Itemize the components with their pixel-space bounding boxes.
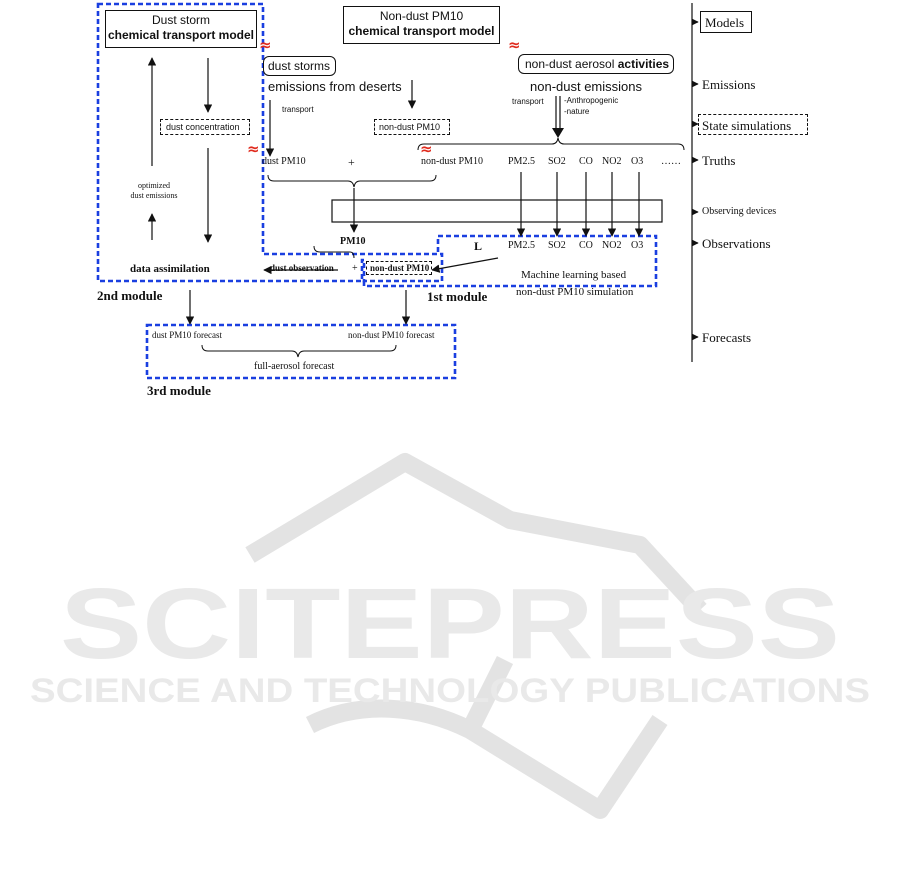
obs-so2: SO2 xyxy=(548,240,566,251)
legend-ticks xyxy=(692,22,698,337)
anthropogenic-label: -Anthropogenic xyxy=(564,96,619,105)
module-1-title: 1st module xyxy=(427,289,488,304)
obs-pm25: PM2.5 xyxy=(508,240,535,251)
obs-nondust-pm10-label: non-dust PM10 xyxy=(370,263,430,273)
transport-left-label: transport xyxy=(282,105,314,114)
full-aerosol-forecast-label: full-aerosol forecast xyxy=(254,361,335,372)
legend-state-simulations-box xyxy=(698,114,808,135)
legend-emissions: Emissions xyxy=(702,77,756,92)
watermark-logo-text: SCITEPRESS xyxy=(60,568,840,680)
dust-ctm-box xyxy=(105,10,257,48)
nature-label: -nature xyxy=(564,107,590,116)
nondust-ctm-title: Non-dust PM10 xyxy=(379,9,464,23)
dust-concentration-box xyxy=(160,119,250,135)
legend-models-box xyxy=(700,11,752,33)
dust-storms-box xyxy=(263,56,336,76)
optimized-line2: dust emissions xyxy=(130,191,178,200)
obs-o3: O3 xyxy=(631,240,644,251)
legend-forecasts: Forecasts xyxy=(702,330,752,345)
nondust-emissions: non-dust emissions xyxy=(530,79,642,94)
nondust-activities-label xyxy=(525,58,669,70)
ml-line2: non-dust PM10 simulation xyxy=(516,286,634,298)
nondust-ctm-subtitle: chemical transport model xyxy=(348,24,495,38)
obs-L: L xyxy=(474,239,483,253)
truth-so2: SO2 xyxy=(548,156,566,167)
truth-plus: + xyxy=(348,155,355,169)
dust-ctm-title: Dust storm xyxy=(151,13,210,27)
nondust-activities-box xyxy=(518,54,674,74)
data-assimilation-label: data assimilation xyxy=(130,263,210,275)
nondust-forecast-label: non-dust PM10 forecast xyxy=(348,330,435,340)
squiggle-icon: ≈ xyxy=(508,36,521,54)
dust-forecast-label: dust PM10 forecast xyxy=(152,330,222,340)
ml-line1: Machine learning based xyxy=(521,269,627,281)
dust-storms-label: dust storms xyxy=(268,59,331,73)
truth-o3: O3 xyxy=(631,156,644,167)
legend-state-simulations-label: State simulations xyxy=(702,118,792,133)
emissions-from-deserts: emissions from deserts xyxy=(268,79,402,94)
optimized-line1: optimized xyxy=(138,181,170,190)
nondust-emissions-arrow xyxy=(556,96,560,128)
legend-observations: Observations xyxy=(702,236,771,251)
nondust-activities-prefix: non-dust aerosol xyxy=(525,57,618,71)
squiggle-icon: ≈ xyxy=(259,36,272,54)
obs-plus: + xyxy=(352,263,358,274)
nondust-activities-bold: activities xyxy=(617,57,670,71)
truth-co: CO xyxy=(579,156,593,167)
squiggle-icon: ≈ xyxy=(247,140,260,158)
optimized-dust-emissions xyxy=(118,182,190,200)
forecast-arrows xyxy=(190,290,406,324)
transport-right-label: transport xyxy=(512,97,544,106)
obs-co: CO xyxy=(579,240,593,251)
squiggle-icon: ≈ xyxy=(420,140,433,158)
dust-ctm-subtitle: chemical transport model xyxy=(107,28,255,42)
truth-nondust-pm10: non-dust PM10 xyxy=(421,156,483,167)
obs-nondust-pm10-box xyxy=(366,261,432,275)
legend-observing-devices: Observing devices xyxy=(702,206,777,217)
nondust-pm10-state-label: non-dust PM10 xyxy=(379,122,441,132)
dust-observation-label: dust observation xyxy=(270,263,334,273)
watermark-tagline: SCIENCE AND TECHNOLOGY PUBLICATIONS xyxy=(30,672,870,710)
legend-models-label: Models xyxy=(705,15,744,30)
legend-truths: Truths xyxy=(702,153,736,168)
truth-pm25: PM2.5 xyxy=(508,156,535,167)
obs-pm10: PM10 xyxy=(340,236,366,247)
dust-concentration-label: dust concentration xyxy=(166,122,240,132)
truth-no2: NO2 xyxy=(602,156,622,167)
nondust-ctm-box xyxy=(343,6,500,44)
nondust-emissions-arrowhead xyxy=(552,128,564,138)
truth-ellipsis: …… xyxy=(661,156,681,167)
obs-no2: NO2 xyxy=(602,240,622,251)
nondust-pm10-state-box xyxy=(374,119,450,135)
truth-dust-pm10: dust PM10 xyxy=(262,156,306,167)
module-3-title: 3rd module xyxy=(147,383,211,398)
module-2-title: 2nd module xyxy=(97,288,163,303)
